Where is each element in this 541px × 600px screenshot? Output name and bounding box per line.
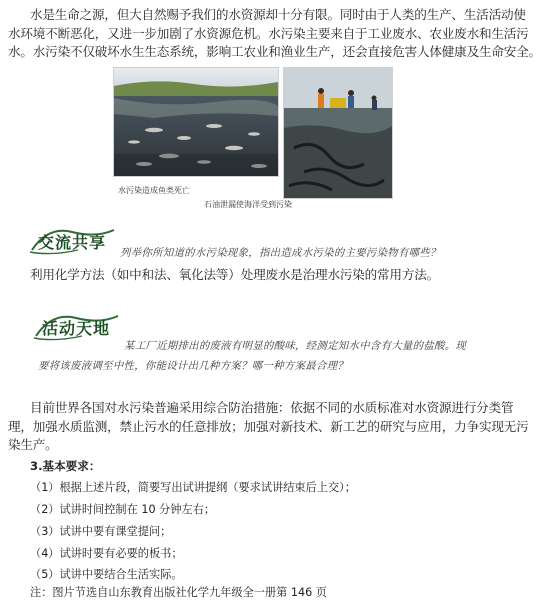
intro-line: 水。水污染不仅破坏水生生态系统，影响工农业和渔业生产，还会直接危害人体健康及生命安全。	[8, 44, 541, 59]
requirement-item: （1）根据上述片段，简要写出试讲提纲（要求试讲结束后上交）；	[30, 481, 356, 494]
requirements-heading: 3.基本要求：	[30, 459, 101, 473]
requirement-item: （2）试讲时间控制在 10 分钟左右；	[30, 503, 216, 516]
exchange-badge	[32, 228, 112, 254]
measures-paragraph	[8, 399, 529, 455]
activity-badge-label: 活动天地	[42, 318, 111, 338]
dead-fish-caption: 水污染造成鱼类死亡	[118, 186, 190, 195]
exchange-statement: 利用化学方法（如中和法、氧化法等）处理废水是治理水污染的常用方法。	[30, 267, 439, 282]
oil-spill-image	[284, 68, 392, 198]
requirement-item: （3）试讲中要有课堂提问；	[30, 525, 172, 538]
exchange-badge-label: 交流共享	[38, 232, 107, 252]
requirement-item: （5）试讲中要结合生活实际。	[30, 568, 183, 581]
source-note: 注：图片节选自山东教育出版社化学九年级全一册第 146 页	[30, 586, 327, 599]
oil-spill-caption: 石油泄漏使海洋受到污染	[204, 200, 292, 209]
dead-fish-photo	[113, 67, 279, 177]
activity-badge	[36, 314, 116, 340]
requirement-item: （4）试讲时要有必要的板书；	[30, 547, 183, 560]
oil-spill-photo	[283, 67, 393, 199]
exchange-question: 列举你所知道的水污染现象，指出造成水污染的主要污染物有哪些？	[120, 247, 441, 259]
measures-line: 染生产。	[8, 437, 58, 452]
activity-line-2: 要将该废液调至中性，你能设计出几种方案？哪一种方案最合理？	[38, 360, 349, 372]
intro-line: 水环境不断恶化，又进一步加剧了水资源危机。水污染主要来自于工业废水、农业废水和生活污	[8, 25, 529, 41]
intro-paragraph	[8, 6, 541, 62]
measures-line: 目前世界各国对水污染普遍采用综合防治措施：依据不同的水质标准对水资源进行分类管	[30, 400, 514, 415]
intro-line: 水是生命之源，但大自然赐予我们的水资源却十分有限。同时由于人类的生产、生活活动使	[30, 7, 526, 22]
dead-fish-image	[114, 68, 278, 176]
activity-line-1: 某工厂近期排出的废液有明显的酸味，经测定知水中含有大量的盐酸。现	[124, 340, 467, 352]
measures-line: 理，加强水质监测，禁止污水的任意排放；加强对新技术、新工艺的研究与应用，力争实现无污	[8, 418, 529, 434]
